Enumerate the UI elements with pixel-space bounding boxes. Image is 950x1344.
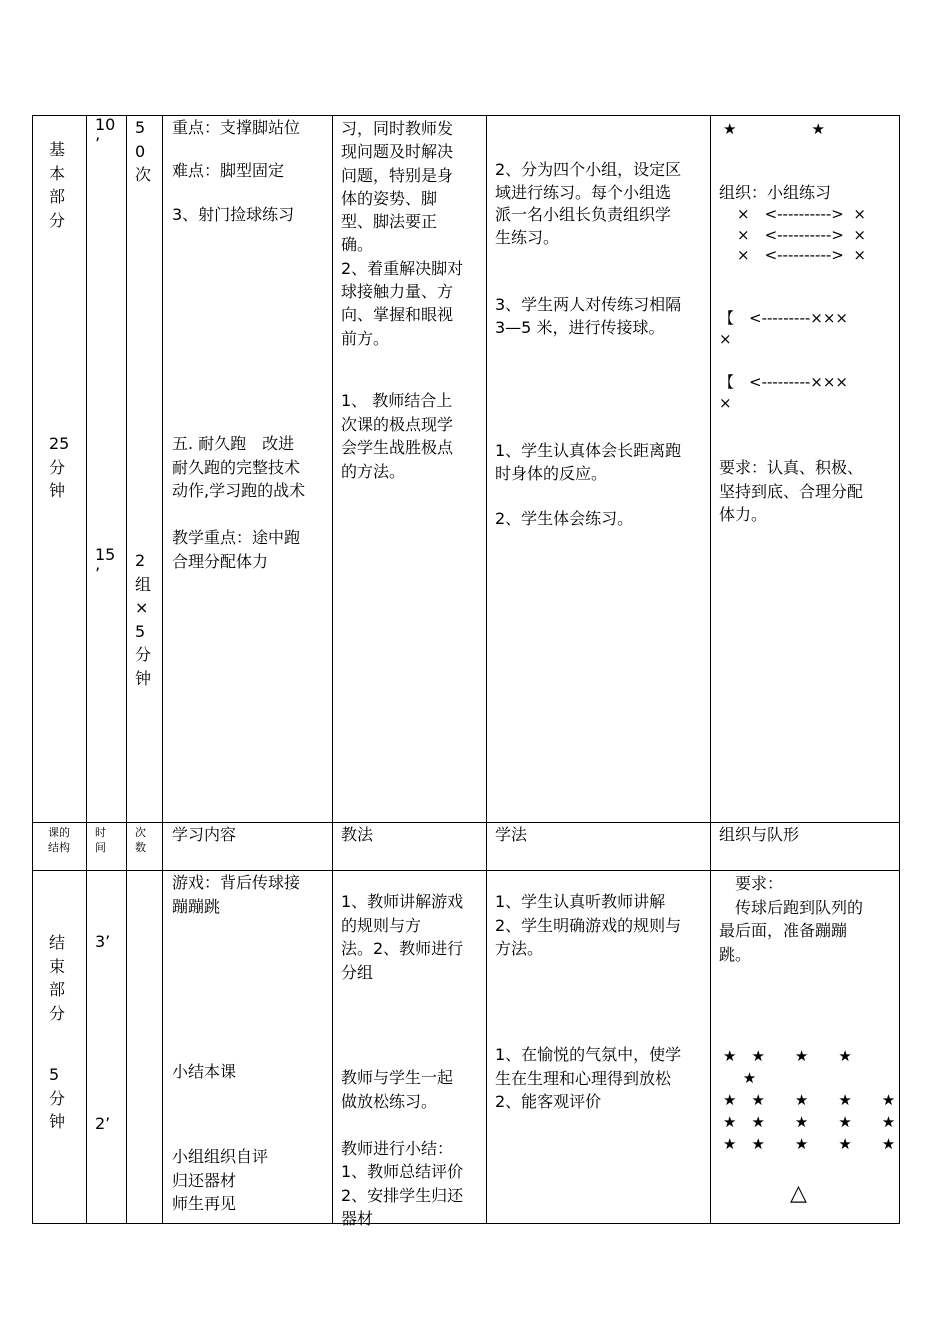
column-divider [126,116,127,1223]
basic-time-1: 10 ’ [95,115,116,153]
basic-org-rows: × <----------> × × <----------> × × <----------> × [737,205,866,264]
column-divider [486,116,487,1223]
header-learn: 学法 [495,825,528,844]
basic-content-2: 五. 耐久跑 改进 耐久跑的完整技术 动作,学习跑的战术 教学重点：途中跑 合理分配体力 [172,434,306,571]
end-teach-1: 1、教师讲解游戏 的规则与方 法。2、教师进行 分组 [341,892,464,982]
column-divider [86,116,87,1223]
end-section-duration: 5 分 钟 [49,1065,66,1131]
basic-section-label: 基 本 部 分 [49,140,66,230]
end-time-2: 2’ [95,1114,111,1133]
header-count: 次 数 [135,826,146,854]
end-content-1: 游戏：背后传球接 蹦蹦跳 [172,873,301,916]
header-teach: 教法 [341,825,374,844]
end-teach-2: 教师与学生一起 做放松练习。 教师进行小结： 1、教师总结评价 2、安排学生归还 器材 [341,1068,464,1228]
header-structure: 课的 结构 [48,826,70,854]
basic-learn-2: 1、学生认真体会长距离跑 时身体的反应。 2、学生体会练习。 [495,441,682,528]
basic-learn-1: 2、分为四个小组，设定区 域进行练习。每个小组选 派一名小组长负责组织学 生练习。 3、学生两人对传练习相隔 3—5 米，进行传接球。 [495,160,682,337]
row-divider [33,870,899,871]
end-org-requirement: 要求： 传球后跑到队列的 最后面，准备蹦蹦 跳。 [719,874,864,964]
column-divider [710,116,711,1223]
header-org: 组织与队形 [719,825,800,844]
end-learn-2: 1、在愉悦的气氛中，使学 生在生理和心理得到放松 2、能客观评价 [495,1045,682,1111]
column-divider [162,116,163,1223]
end-section-label: 结 束 部 分 [49,933,66,1023]
basic-org-text: 组织：小组练习 [719,183,832,202]
end-time-1: 3’ [95,932,111,951]
basic-org-line-1: 【 <---------××× × [719,309,848,348]
end-org-formation: ★ ★ ★ ★ ★ ★ ★ ★ ★ ★ ★ ★ ★ ★ ★ ★ ★ ★ ★ ★ [723,1047,896,1153]
header-time: 时 间 [95,826,106,854]
teacher-triangle-icon: △ [790,1181,807,1206]
basic-time-2: 15 ’ [95,545,116,583]
lesson-plan-table [32,115,900,1228]
basic-teach-2: 1、 教师结合上 次课的极点现学 会学生战胜极点 的方法。 [341,391,454,481]
basic-section-duration: 25 分 钟 [49,434,70,500]
basic-count-2: 2 组 × 5 分 钟 [135,551,152,688]
basic-teach-1: 习，同时教师发 现问题及时解决 问题，特别是身 体的姿势、脚 型、脚法要正 确。 2、着重解决脚对 球接触力量、方 向、掌握和眼视 前方。 [341,119,464,348]
basic-org-stars: ★ ★ [723,120,825,138]
end-content-3: 小组组织自评 归还器材 师生再见 [172,1147,269,1213]
header-content: 学习内容 [172,825,237,844]
basic-content-1: 重点：支撑脚站位 难点：脚型固定 3、射门捡球练习 [172,118,301,224]
basic-org-requirement: 要求：认真、积极、 坚持到底、合理分配 体力。 [719,458,864,524]
basic-count-1: 5 0 次 [135,118,152,184]
column-divider [332,116,333,1223]
end-content-2: 小结本课 [172,1062,237,1081]
basic-org-line-2: 【 <---------××× × [719,373,848,412]
end-learn-1: 1、学生认真听教师讲解 2、学生明确游戏的规则与 方法。 [495,892,682,958]
